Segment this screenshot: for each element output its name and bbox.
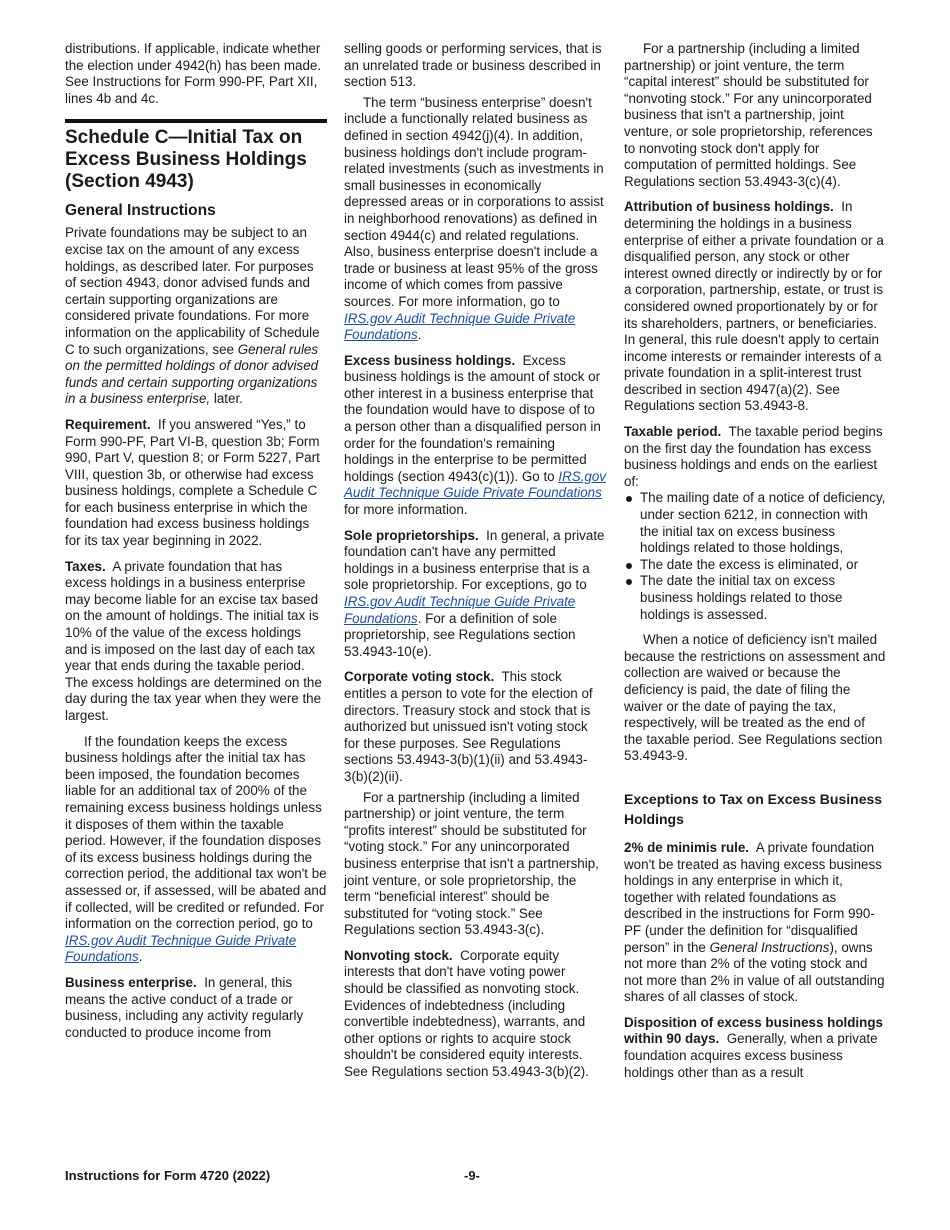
run-in-heading: Taxes. <box>65 558 106 574</box>
taxes-paragraph: Taxes. A private foundation that has excess holdings in a business enterprise may become liable for an excise tax based on the amount of holdings. The initial tax is 10% of the value of the excess holdings and is imposed on the last day of each tax year that ends during the taxable period. The excess holdings are determined on the day during the tax year when they were the largest. <box>65 558 322 723</box>
run-in-heading: 2% de minimis rule. <box>624 839 750 855</box>
corporate-voting-stock-paragraph: Corporate voting stock. This stock entitles a person to vote for the election of directors. Treasury stock and stock that is authorized but unissued isn't voting stock for these purposes. See Regulations sections 53.4943-3(b)(1)(ii) and 53.4943-3(b)(2)(ii). <box>344 669 593 784</box>
paragraph: For a partnership (including a limited partnership) or joint venture, the term “profits interest” should be substituted for “voting stock.” For any unincorporated business enterprise that isn't a partnership, joint venture, or sole proprietorship, the term “beneficial interest” should be substituted for “voting stock.” See Regulations section 53.4943-3(c). <box>344 789 599 938</box>
requirement-paragraph: Requirement. If you answered “Yes,” to Form 990-PF, Part VI-B, question 3b; Form 990, Part V, question 8; or Form 5227, Part VIII, question 3b, or otherwise had excess business holdings, complete a Schedule C for each business enterprise in which the foundation had excess business holdings for its tax year beginning in 2022. <box>65 416 320 549</box>
irs-audit-guide-link[interactable]: IRS.gov Audit Technique Guide Private Foundations <box>344 468 606 501</box>
attribution-paragraph: Attribution of business holdings. In determining the holdings in a business enterprise of either a private foundation or a disqualified person, any stock or other interest owned directly or indirectly by or for a corporation, partnership, estate, or trust is considered owned proportionately by or for its shareholders, partners, or beneficiaries. In general, this rule doesn't apply to certain income interests or remainder interests of a private foundation in a split-interest trust described in section 4947(a)(2). See Regulations section 53.4943-8. <box>624 199 884 414</box>
irs-audit-guide-link[interactable]: IRS.gov Audit Technique Guide Private Foundations <box>65 932 297 965</box>
de-minimis-paragraph: 2% de minimis rule. A private foundation won't be treated as having excess business holdings in any enterprise in which it, together with related foundations as described in the instructions for Form 990-PF (under the definition for “disqualified person” in the General Instructions), owns not more than 2% of the voting stock and not more than 2% in value of all outstanding shares of all classes of stock. <box>624 839 885 1005</box>
disposition-paragraph: Disposition of excess business holdings within 90 days. Generally, when a private foundation acquires excess business holdings other than as a result <box>624 1014 883 1080</box>
business-enterprise-paragraph: Business enterprise. In general, this means the active conduct of a trade or business, including any activity regularly conducted to produce income from <box>65 974 304 1040</box>
run-in-heading: Nonvoting stock. <box>344 947 453 963</box>
irs-audit-guide-link[interactable]: IRS.gov Audit Technique Guide Private Foundations <box>344 310 576 343</box>
irs-audit-guide-link[interactable]: IRS.gov Audit Technique Guide Private Foundations <box>344 594 576 626</box>
paragraph: Private foundations may be subject to an excise tax on the amount of any excess holdings, as described later. For purposes of section 4943, donor advised funds and certain supporting organizations are considered private foundations. For more information on the applicability of Schedule C to such organizations, see General rules on the permitted holdings of donor advised funds and certain supporting organizations in a business enterprise, later. <box>65 225 320 407</box>
run-in-heading: Excess business holdings. <box>344 352 516 368</box>
paragraph: For a partnership (including a limited partnership) or joint venture, the term “capital interest” should be substituted for “nonvoting stock.” For any unincorporated business that isn't a partnership, joint venture, or sole proprietorship, references to nonvoting stock don't apply for computation of permitted holdings. See Regulations section 53.4943-3(c)(4). <box>624 41 873 189</box>
general-instructions-heading: General Instructions <box>65 202 216 220</box>
column-2 <box>344 41 606 1090</box>
run-in-heading: Taxable period. <box>624 424 722 440</box>
paragraph: The term “business enterprise” doesn't include a functionally related business as defined in section 4942(j)(4). In addition, business holdings don't include program-related investments (such as investments in small businesses in economically depressed areas or in corporations to assist in neighborhood renovations) as defined in section 4944(c) and related regulations. Also, business enterprise doesn't include a trade or business at least 95% of the gross income of which comes from passive sources. For more information, go to IRS.gov Audit Technique Guide Private Foundations. <box>344 94 604 343</box>
column-3 <box>624 41 886 1090</box>
nonvoting-stock-paragraph: Nonvoting stock. Corporate equity interests that don't have voting power should be classified as nonvoting stock. Evidences of indebtedness (including convertible indebtedness), warrants, and other options or rights to acquire stock shouldn't be considered equity interests. See Regulations section 53.4943-3(b)(2). <box>344 947 589 1080</box>
taxable-period-list <box>624 490 886 623</box>
list-item: The mailing date of a notice of deficiency, under section 6212, in connection with the initial tax on excess business holdings related to those holdings, <box>624 490 886 556</box>
paragraph: When a notice of deficiency isn't mailed because the restrictions on assessment and collection are waived or because the deficiency is paid, the date of filing the waiver or the date of paying the tax, respectively, will be treated as the end of the taxable period. See Regulations section 53.4943-9. <box>624 632 886 764</box>
footer-form-title: Instructions for Form 4720 (2022) <box>65 1168 271 1183</box>
run-in-heading: Attribution of business holdings. <box>624 199 834 215</box>
sole-proprietorships-paragraph: Sole proprietorships. In general, a private foundation can't have any permitted holdings in a business enterprise that is a sole proprietorship. For exceptions, go to IRS.gov Audit Technique Guide Private Foundations. For a definition of sole proprietorship, see Regulations section 53.4943-10(e). <box>344 527 605 659</box>
exceptions-heading: Exceptions to Tax on Excess Business Holdings <box>624 790 883 827</box>
schedule-c-title: Schedule C—Initial Tax on Excess Business Holdings (Section 4943) <box>65 127 307 193</box>
paragraph: selling goods or performing services, that is an unrelated trade or business described in section 513. <box>344 41 602 90</box>
run-in-heading: Business enterprise. <box>65 974 197 990</box>
page-number: -9- <box>464 1168 480 1183</box>
column-1 <box>65 41 327 1050</box>
run-in-heading: Sole proprietorships. <box>344 527 479 543</box>
section-rule <box>65 119 327 123</box>
list-item: The date the excess is eliminated, or <box>624 557 886 574</box>
run-in-heading: Disposition of excess business holdings within 90 days. <box>624 1014 883 1047</box>
run-in-heading: Corporate voting stock. <box>344 669 495 685</box>
taxable-period-paragraph: Taxable period. The taxable period begins on the first day the foundation has excess business holdings and ends on the earliest of: <box>624 424 883 489</box>
paragraph: distributions. If applicable, indicate whether the election under 4942(h) has been made. See Instructions for Form 990-PF, Part XII, lines 4b and 4c. <box>65 41 322 106</box>
paragraph: If the foundation keeps the excess business holdings after the initial tax has been imposed, the foundation becomes liable for an additional tax of 200% of the remaining excess business holdings unless it disposes of them within the taxable period. However, if the foundation disposes of its excess business holdings during the correction period, the additional tax won't be assessed or, if assessed, will be abated and if collected, will be credited or refunded. For information on the correction period, go to IRS.gov Audit Technique Guide Private Foundations. <box>65 733 327 965</box>
run-in-heading: Requirement. <box>65 416 151 432</box>
excess-business-holdings-paragraph: Excess business holdings. Excess business holdings is the amount of stock or other interest in a business enterprise that the foundation would have to dispose of to a person other than a disqualified person in order for the foundation's remaining holdings in the enterprise to be permitted holdings (section 4943(c)(1)). Go to IRS.gov Audit Technique Guide Private Foundations for more information. <box>344 352 606 518</box>
list-item: The date the initial tax on excess business holdings related to those holdings is assessed. <box>624 573 886 623</box>
